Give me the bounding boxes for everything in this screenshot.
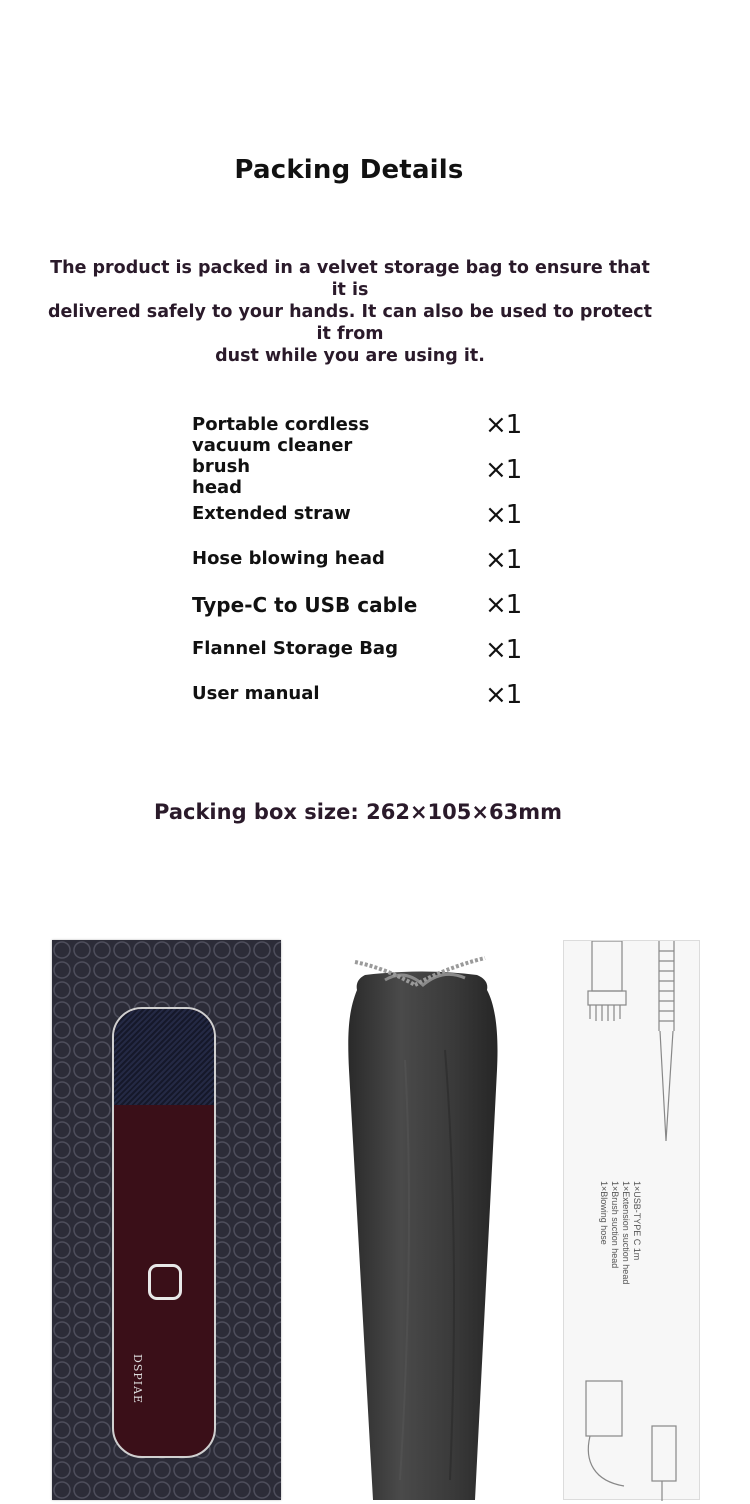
item-quantity: ×1 [485, 455, 522, 485]
white-box-image [563, 940, 700, 1500]
brand-logo: DSPIAE [131, 1354, 144, 1405]
device-top-panel [114, 1009, 214, 1105]
item-name: Flannel Storage Bag [192, 638, 398, 659]
item-name: Portable cordless vacuum cleaner brush head [192, 414, 370, 498]
label-line: 1×USB-TYPE C 1m [632, 1181, 642, 1261]
storage-bag-icon [345, 940, 500, 1500]
label-line: 1×Blowing hose [599, 1181, 609, 1245]
storage-bag-image [345, 940, 500, 1500]
item-quantity: ×1 [485, 410, 522, 440]
label-line: 1×Extension suction head [621, 1181, 631, 1285]
description-line: The product is packed in a velvet storage bag to ensure that it is [50, 258, 650, 300]
item-name: Type-C to USB cable [192, 593, 418, 617]
page-title: Packing Details [234, 155, 464, 185]
item-name: Extended straw [192, 503, 351, 524]
item-quantity: ×1 [485, 500, 522, 530]
description [40, 257, 660, 367]
description-line: delivered safely to your hands. It can also be used to protect it from [47, 302, 653, 344]
item-name: Hose blowing head [192, 548, 385, 569]
white-box-label [598, 1181, 642, 1284]
power-button-icon [148, 1264, 182, 1300]
product-box-image [52, 940, 281, 1500]
device-illustration [112, 1007, 216, 1458]
label-line: 1×Brush suction head [610, 1181, 620, 1269]
item-name: User manual [192, 683, 320, 704]
item-quantity: ×1 [485, 635, 522, 665]
box-size: Packing box size: 262×105×63mm [154, 800, 562, 824]
item-quantity: ×1 [485, 680, 522, 710]
item-quantity: ×1 [485, 545, 522, 575]
description-line: dust while you are using it. [215, 346, 485, 366]
item-quantity: ×1 [485, 590, 522, 620]
